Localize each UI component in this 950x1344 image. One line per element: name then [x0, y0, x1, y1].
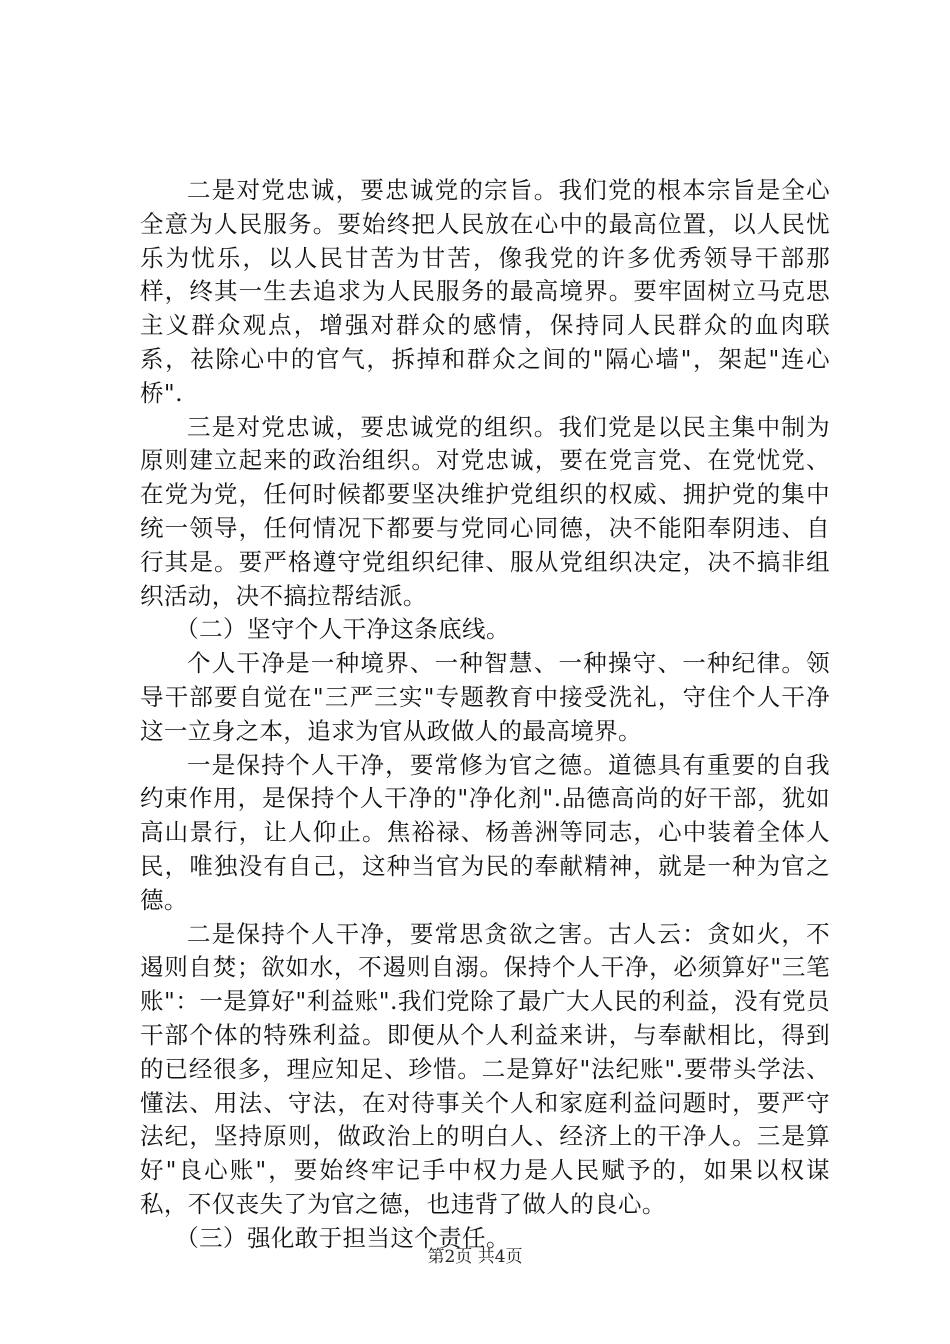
section-heading-2: （二）坚守个人干净这条底线。	[175, 615, 510, 644]
paragraph-loyalty-purpose: 二是对党忠诚，要忠诚党的宗旨。我们党的根本宗旨是全心全意为人民服务。要始终把人民放在心中的最高位置，以人民忧乐为忧乐，以人民甘苦为甘苦，像我党的许多优秀领导干部那样，终其一生去追求为人民服务的最高境界。要牢固树立马克思主义群众观点，增强对群众的感情，保持同人民群众的血肉联系，祛除心中的官气，拆掉和群众之间的"隔心墙"，架起"连心桥".	[140, 176, 830, 407]
page-number-footer: 第2页 共4页	[427, 1247, 523, 1267]
document-body	[140, 174, 830, 1256]
paragraph-loyalty-organization: 三是对党忠诚，要忠诚党的组织。我们党是以民主集中制为原则建立起来的政治组织。对党忠诚，要在党言党、在党忧党、在党为党，任何时候都要坚决维护党组织的权威、拥护党的集中统一领导，任何情况下都要与党同心同德，决不能阳奉阴违、自行其是。要严格遵守党组织纪律、服从党组织决定，决不搞非组织活动，决不搞拉帮结派。	[140, 412, 830, 610]
section-heading-3: （三）强化敢于担当这个责任。	[175, 1223, 510, 1252]
paragraph-greed-harm: 二是保持个人干净，要常思贪欲之害。古人云：贪如火，不遏则自焚；欲如水，不遏则自溺。保持个人干净，必须算好"三笔账"：一是算好"利益账".我们党除了最广大人民的利益，没有党员干部个体的特殊利益。即便从个人利益来讲，与奉献相比，得到的已经很多，理应知足、珍惜。二是算好"法纪账".要带头学法、懂法、用法、守法，在对待事关个人和家庭利益问题时，要严守法纪，坚持原则，做政治上的明白人、经济上的干净人。三是算好"良心账"，要始终牢记手中权力是人民赋予的，如果以权谋私，不仅丧失了为官之德，也违背了做人的良心。	[140, 919, 830, 1218]
paragraph-official-virtue: 一是保持个人干净，要常修为官之德。道德具有重要的自我约束作用，是保持个人干净的"净化剂".品德高尚的好干部，犹如高山景行，让人仰止。焦裕禄、杨善洲等同志，心中装着全体人民，唯独没有自己，这种当官为民的奉献精神，就是一种为官之德。	[140, 750, 830, 914]
paragraph-personal-integrity: 个人干净是一种境界、一种智慧、一种操守、一种纪律。领导干部要自觉在"三严三实"专题教育中接受洗礼，守住个人干净这一立身之本，追求为官从政做人的最高境界。	[140, 649, 830, 745]
